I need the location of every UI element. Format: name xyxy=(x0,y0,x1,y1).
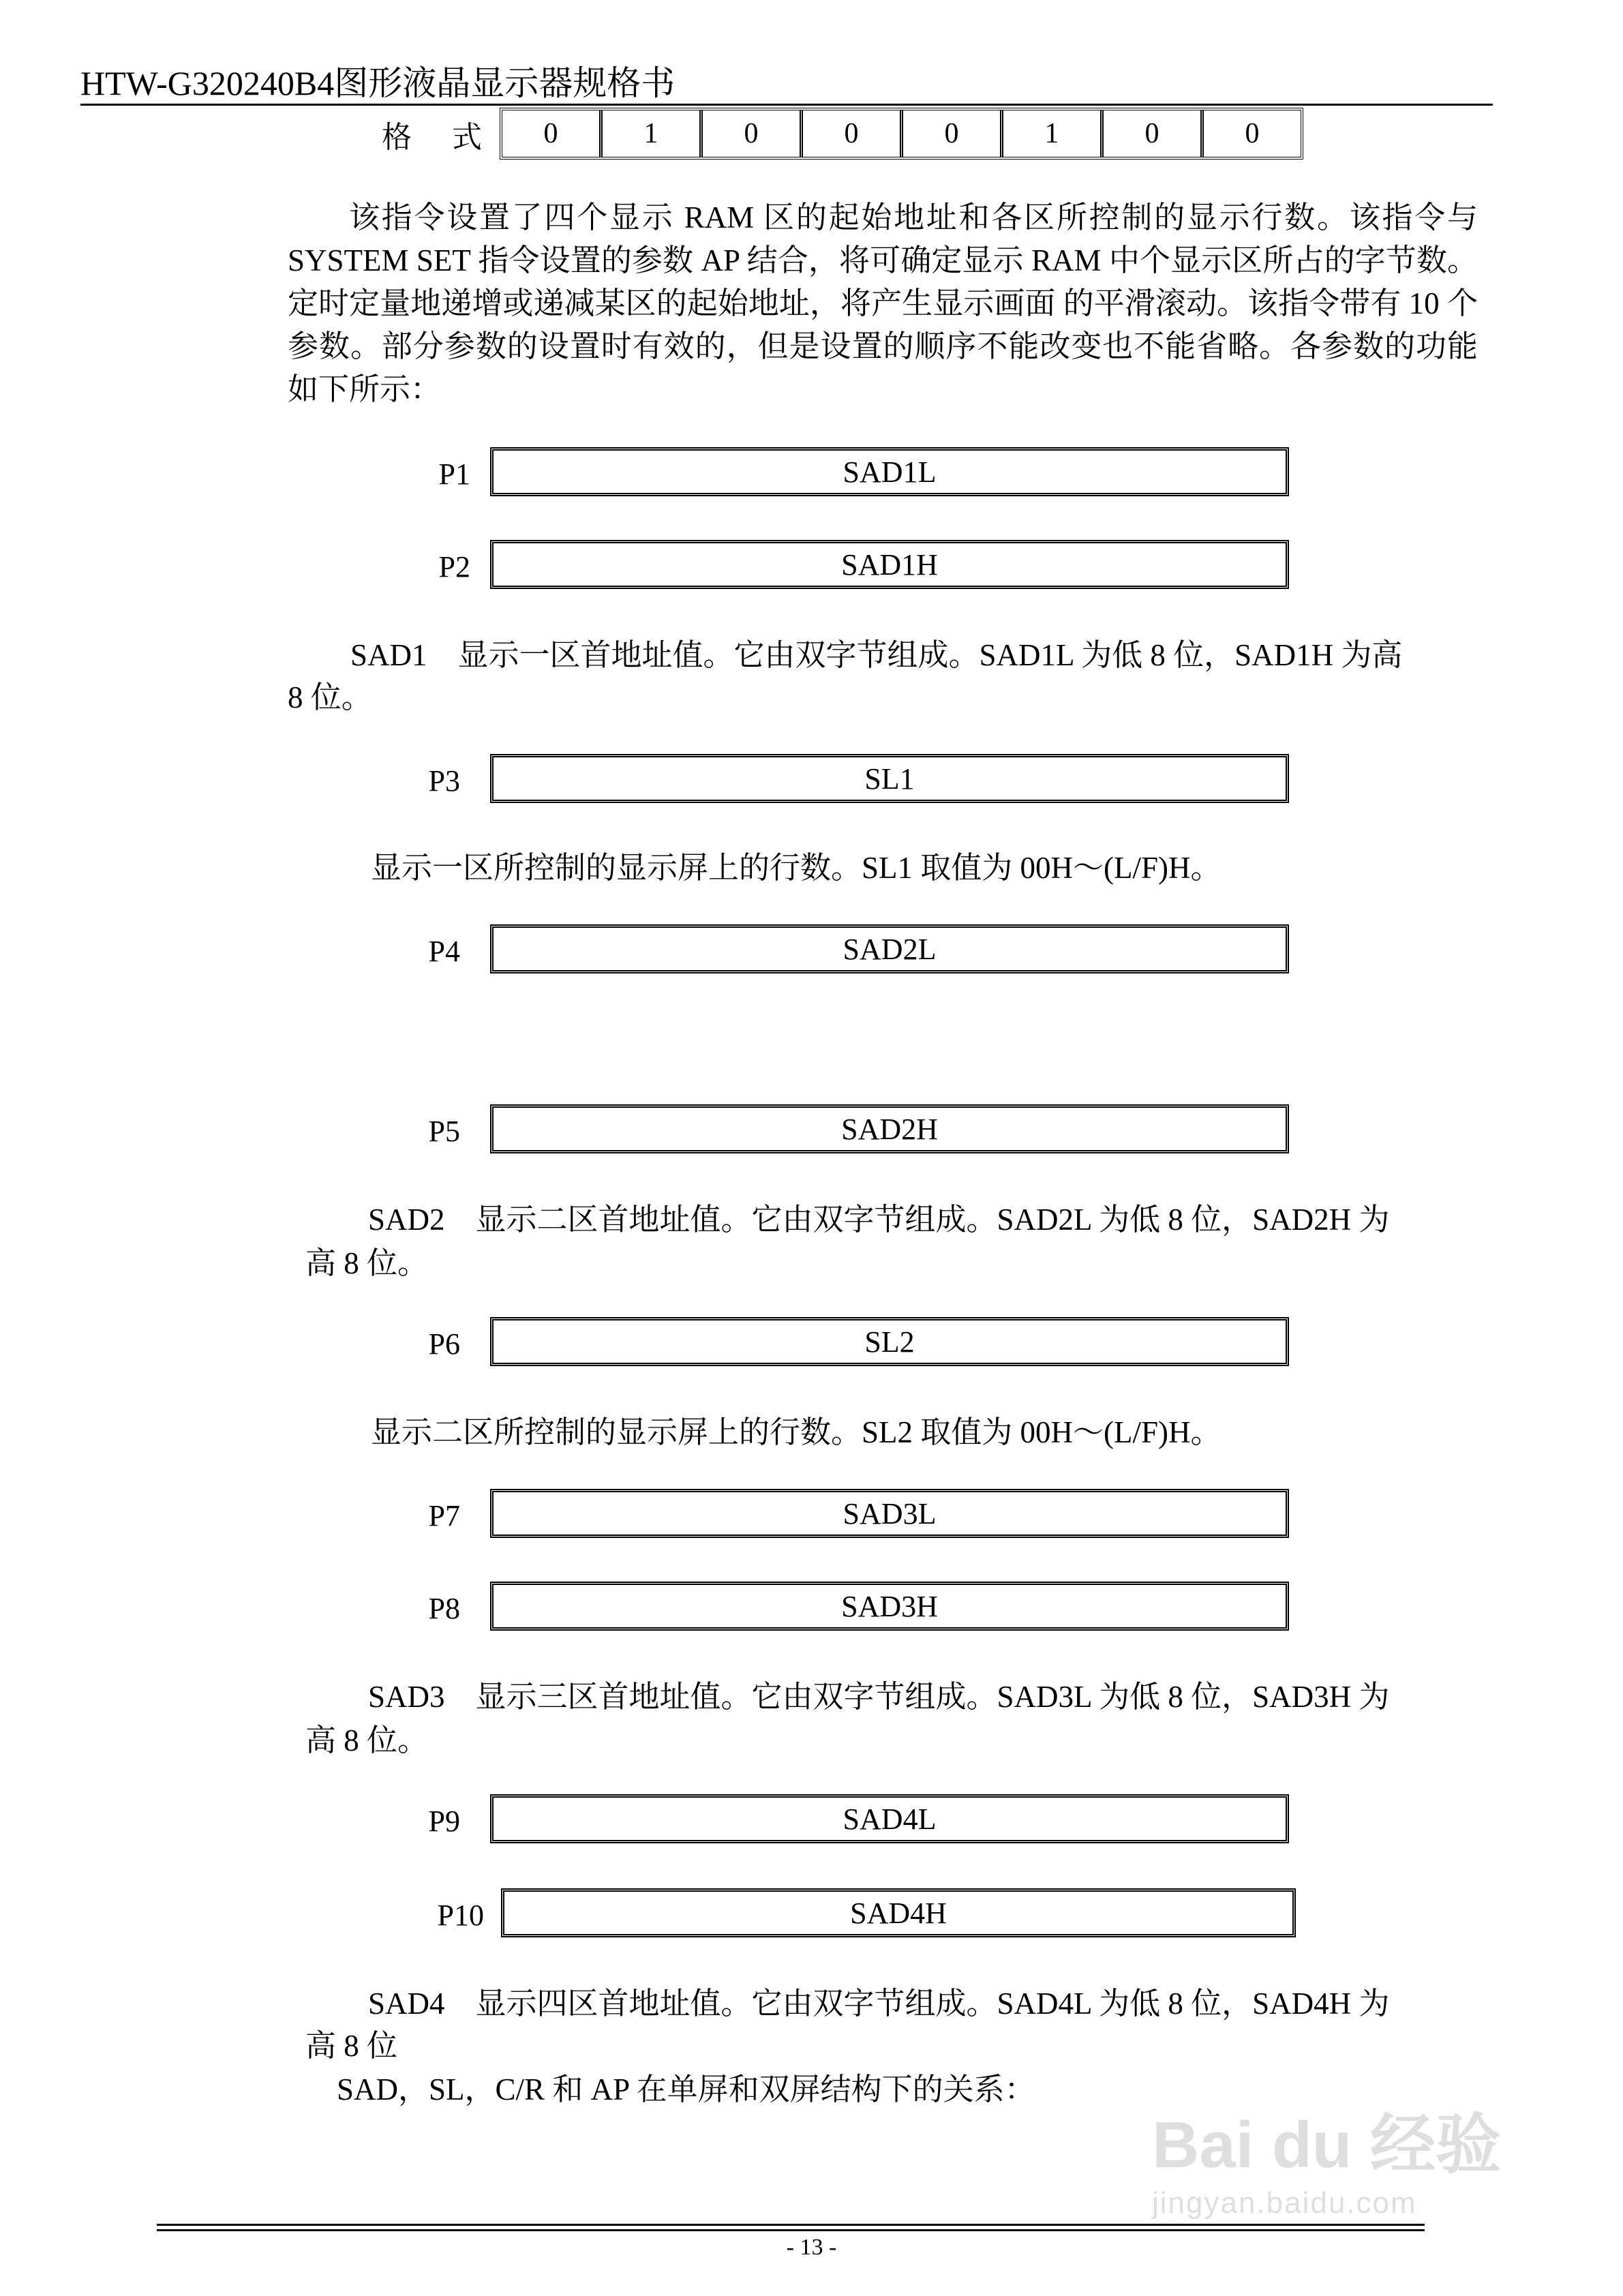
param-box-p8: SAD3H xyxy=(490,1582,1289,1631)
watermark-url: jingyan.baidu.com xyxy=(1152,2186,1417,2220)
sad3-description-line2: 高 8 位。 xyxy=(305,1723,429,1757)
param-box-p2: SAD1H xyxy=(490,540,1289,589)
format-bit-1: 0 xyxy=(1104,110,1204,157)
sad1-description-line2: 8 位。 xyxy=(288,680,372,714)
format-bit-3: 0 xyxy=(903,110,1003,157)
sl1-description: 显示一区所控制的显示屏上的行数。SL1 取值为 00H～(L/F)H。 xyxy=(371,851,1222,885)
footer-rule-top xyxy=(157,2224,1425,2226)
page-number: - 13 - xyxy=(786,2235,837,2260)
sl2-description: 显示二区所控制的显示屏上的行数。SL2 取值为 00H～(L/F)H。 xyxy=(371,1415,1222,1449)
header-rule xyxy=(80,104,1493,106)
param-box-p5: SAD2H xyxy=(490,1104,1289,1153)
param-box-p6: SL2 xyxy=(490,1317,1289,1366)
format-bit-7: 0 xyxy=(502,110,603,157)
param-label-p9: P9 xyxy=(428,1804,460,1838)
param-box-p7: SAD3L xyxy=(490,1489,1289,1538)
param-label-p2: P2 xyxy=(438,550,470,584)
format-label: 格 式 xyxy=(382,121,498,154)
format-bit-5: 0 xyxy=(703,110,803,157)
param-label-p8: P8 xyxy=(428,1592,460,1625)
intro-paragraph: 该指令设置了四个显示 RAM 区的起始地址和各区所控制的显示行数。该指令与 SYSTEM SET 指令设置的参数 AP 结合，将可确定显示 RAM 中个显示区所占的字节数。定时定量地递增或递减某区的起始地址，将产生显示画面 的平滑滚动。该指令带有 10 个参数。部分参数的设置时有效的，但是设置的顺序不能改变也不能省略。各参数的功能如下所示： xyxy=(288,200,1478,406)
param-label-p1: P1 xyxy=(438,457,470,491)
param-box-p9: SAD4L xyxy=(490,1794,1289,1843)
format-bit-6: 1 xyxy=(603,110,703,157)
footer-rule-bottom xyxy=(157,2229,1425,2231)
format-bit-4: 0 xyxy=(803,110,903,157)
baidu-jingyan-watermark xyxy=(1152,2093,1520,2220)
param-label-p7: P7 xyxy=(428,1499,460,1532)
param-box-p3: SL1 xyxy=(490,754,1289,803)
param-box-p10: SAD4H xyxy=(501,1888,1296,1937)
document-header-title: HTW-G320240B4图形液晶显示器规格书 xyxy=(80,64,676,102)
sad2-description-line2: 高 8 位。 xyxy=(305,1246,429,1280)
param-label-p10: P10 xyxy=(437,1899,484,1932)
param-box-p1: SAD1L xyxy=(490,447,1289,496)
sad4-description-line1: SAD4 显示四区首地址值。它由双字节组成。SAD4L 为低 8 位，SAD4H 为 xyxy=(368,1987,1390,2021)
param-label-p3: P3 xyxy=(428,764,460,798)
sad1-description-line1: SAD1 显示一区首地址值。它由双字节组成。SAD1L 为低 8 位，SAD1H 为高 xyxy=(350,638,1403,672)
sad2-description-line1: SAD2 显示二区首地址值。它由双字节组成。SAD2L 为低 8 位，SAD2H 为 xyxy=(368,1203,1390,1237)
param-label-p4: P4 xyxy=(428,935,460,968)
param-label-p6: P6 xyxy=(428,1327,460,1361)
watermark-brand: Bai du 经验 xyxy=(1152,2109,1502,2181)
relation-description: SAD，SL，C/R 和 AP 在单屏和双屏结构下的关系： xyxy=(337,2072,1035,2106)
format-bit-0: 0 xyxy=(1245,118,1260,149)
sad3-description-line1: SAD3 显示三区首地址值。它由双字节组成。SAD3L 为低 8 位，SAD3H 为 xyxy=(368,1680,1390,1714)
sad4-description-line2: 高 8 位 xyxy=(305,2029,398,2063)
format-bit-2: 1 xyxy=(1003,110,1104,157)
param-label-p5: P5 xyxy=(428,1115,460,1148)
format-bit-table xyxy=(500,108,1303,160)
param-box-p4: SAD2L xyxy=(490,924,1289,973)
